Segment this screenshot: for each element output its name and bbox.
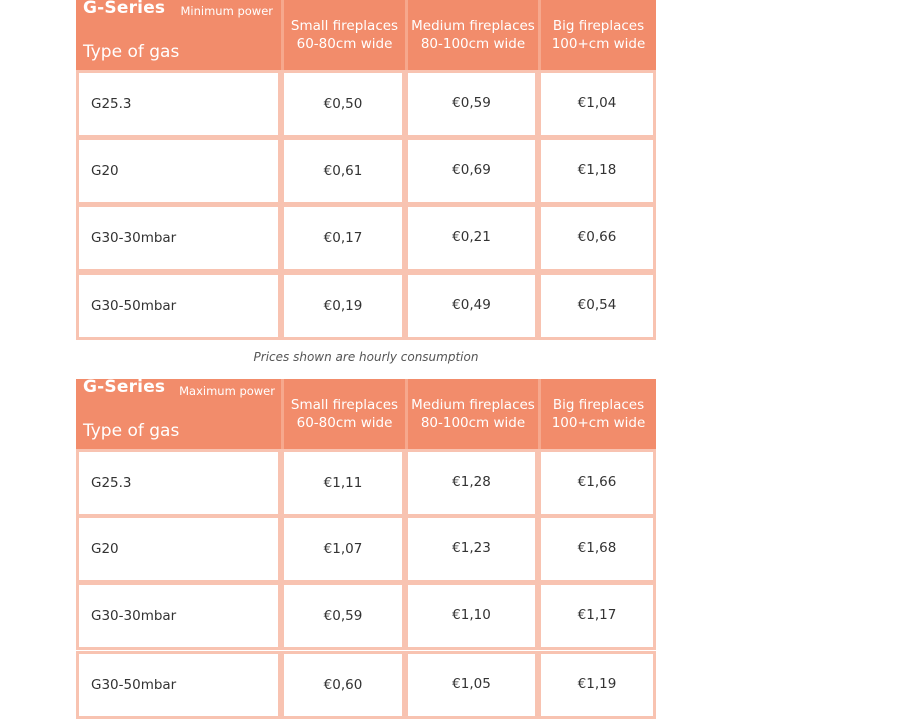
price-cell-small: €0,61: [281, 137, 405, 205]
gas-type-cell: G30-30mbar: [76, 582, 281, 650]
table-header: [76, 379, 656, 449]
price-cell-medium: €1,23: [405, 515, 538, 583]
price-cell-small: €0,60: [281, 651, 405, 719]
price-cell-small: €0,17: [281, 204, 405, 272]
table-row: [76, 272, 656, 340]
price-cell-small: €0,19: [281, 272, 405, 340]
header-first-cell: [76, 0, 281, 70]
price-cell-big: €1,18: [538, 137, 656, 205]
price-cell-medium: €1,05: [405, 651, 538, 719]
series-title: G-Series: [83, 0, 166, 18]
gas-type-cell: G20: [76, 515, 281, 583]
price-cell-big: €1,66: [538, 449, 656, 517]
table-row: [76, 651, 656, 719]
table-row: [76, 582, 656, 650]
type-of-gas-label: Type of gas: [83, 421, 180, 441]
table-row: [76, 70, 656, 138]
column-header-small: [281, 0, 405, 70]
column-title: Medium fireplaces: [411, 397, 535, 413]
power-label: Maximum power: [179, 384, 275, 398]
price-cell-medium: €0,69: [405, 137, 538, 205]
price-cell-big: €1,19: [538, 651, 656, 719]
price-cell-small: €1,07: [281, 515, 405, 583]
column-header-big: [538, 0, 656, 70]
column-title: Small fireplaces: [290, 397, 399, 413]
gas-type-cell: G30-30mbar: [76, 204, 281, 272]
column-subtitle: 80-100cm wide: [420, 36, 526, 52]
price-cell-big: €0,66: [538, 204, 656, 272]
header-first-cell: [76, 379, 281, 449]
series-title: G-Series: [83, 377, 166, 397]
price-cell-medium: €0,59: [405, 70, 538, 138]
column-header-small: [281, 379, 405, 449]
min-power-table: [76, 0, 656, 341]
column-header-medium: [405, 0, 538, 70]
table-row: [76, 515, 656, 583]
column-subtitle: 80-100cm wide: [420, 415, 526, 431]
column-header-big: [538, 379, 656, 449]
table-row: [76, 137, 656, 205]
price-cell-big: €1,17: [538, 582, 656, 650]
table-header: [76, 0, 656, 70]
column-title: Small fireplaces: [290, 18, 399, 34]
max-power-table: [76, 379, 656, 720]
column-subtitle: 100+cm wide: [551, 415, 646, 431]
gas-type-cell: G30-50mbar: [76, 651, 281, 719]
price-cell-big: €1,68: [538, 515, 656, 583]
price-cell-small: €0,50: [281, 70, 405, 138]
gas-type-cell: G20: [76, 137, 281, 205]
table-row: [76, 204, 656, 272]
gas-type-cell: G25.3: [76, 449, 281, 517]
column-subtitle: 100+cm wide: [551, 36, 646, 52]
column-title: Medium fireplaces: [411, 18, 535, 34]
price-cell-medium: €0,49: [405, 272, 538, 340]
consumption-note: Prices shown are hourly consumption: [253, 350, 479, 364]
power-label: Minimum power: [180, 4, 273, 18]
price-cell-big: €1,04: [538, 70, 656, 138]
price-cell-small: €1,11: [281, 449, 405, 517]
price-cell-big: €0,54: [538, 272, 656, 340]
gas-type-cell: G30-50mbar: [76, 272, 281, 340]
price-cell-medium: €0,21: [405, 204, 538, 272]
column-subtitle: 60-80cm wide: [296, 36, 393, 52]
column-title: Big fireplaces: [552, 18, 645, 34]
type-of-gas-label: Type of gas: [83, 42, 180, 62]
table-row: [76, 449, 656, 517]
price-cell-medium: €1,28: [405, 449, 538, 517]
column-header-medium: [405, 379, 538, 449]
column-title: Big fireplaces: [552, 397, 645, 413]
column-subtitle: 60-80cm wide: [296, 415, 393, 431]
price-cell-medium: €1,10: [405, 582, 538, 650]
price-cell-small: €0,59: [281, 582, 405, 650]
gas-type-cell: G25.3: [76, 70, 281, 138]
